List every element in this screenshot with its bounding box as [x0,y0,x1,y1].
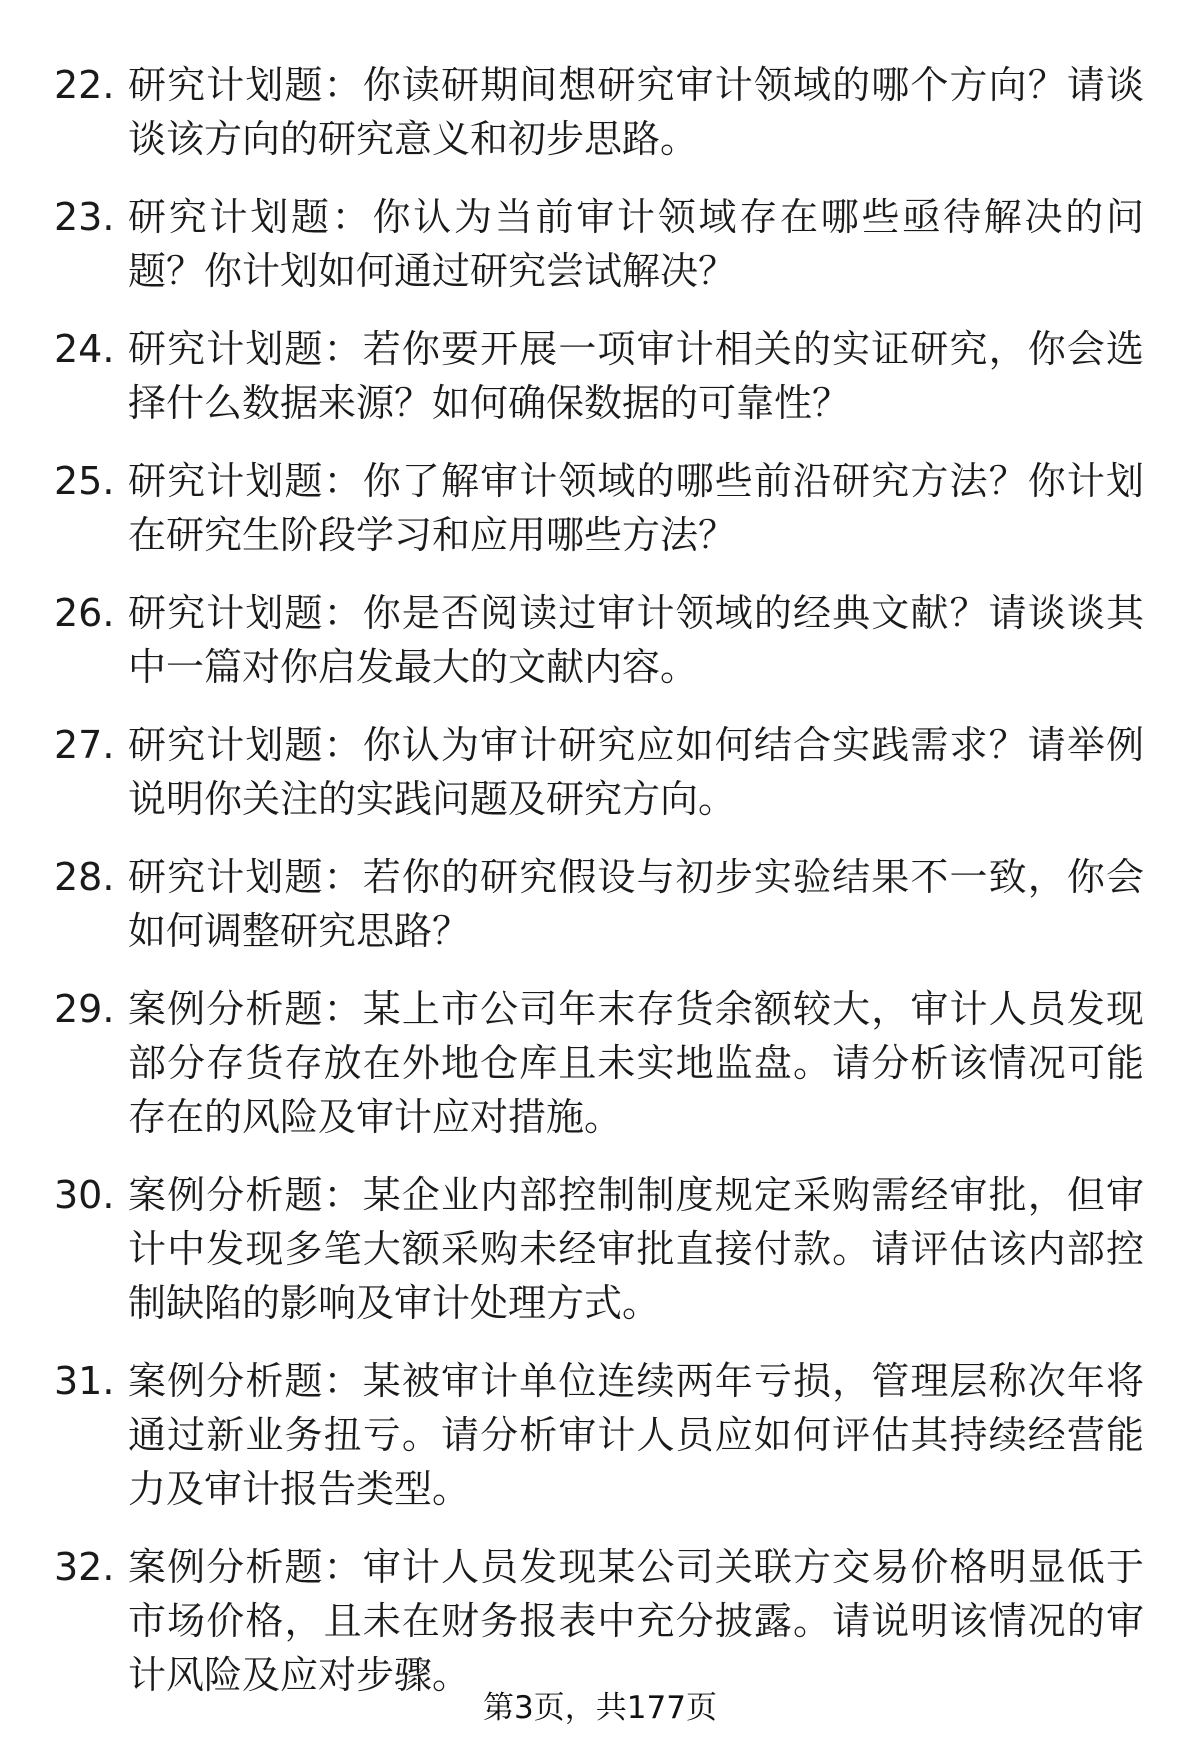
question-number: 31. [54,1359,115,1403]
question-number: 30. [54,1173,115,1217]
question-item-27 [54,718,1144,826]
question-item-23 [54,190,1144,298]
question-text: 案例分析题：审计人员发现某公司关联方交易价格明显低于市场价格，且未在财务报表中充分披露。请说明该情况的审计风险及应对步骤。 [128,1545,1144,1697]
question-number: 26. [54,591,115,635]
question-number: 28. [54,855,115,899]
question-item-30 [54,1168,1144,1330]
question-text: 研究计划题：若你要开展一项审计相关的实证研究，你会选择什么数据来源？如何确保数据的可靠性？ [128,327,1144,425]
question-item-22 [54,58,1144,166]
question-item-25 [54,454,1144,562]
page-number-footer: 第3页，共177页 [483,1690,717,1726]
question-text: 研究计划题：你是否阅读过审计领域的经典文献？请谈谈其中一篇对你启发最大的文献内容。 [128,591,1144,689]
question-text: 研究计划题：你认为当前审计领域存在哪些亟待解决的问题？你计划如何通过研究尝试解决？ [128,195,1144,293]
question-number: 22. [54,63,115,107]
question-item-32 [54,1540,1144,1702]
question-number: 24. [54,327,115,371]
question-list [54,58,1144,1726]
question-number: 32. [54,1545,115,1589]
question-number: 25. [54,459,115,503]
question-item-31 [54,1354,1144,1516]
question-number: 23. [54,195,115,239]
question-text: 研究计划题：你读研期间想研究审计领域的哪个方向？请谈谈该方向的研究意义和初步思路。 [128,63,1144,161]
question-item-29 [54,982,1144,1144]
question-item-26 [54,586,1144,694]
question-item-24 [54,322,1144,430]
question-text: 研究计划题：若你的研究假设与初步实验结果不一致，你会如何调整研究思路？ [128,855,1144,953]
question-text: 案例分析题：某上市公司年末存货余额较大，审计人员发现部分存货存放在外地仓库且未实地监盘。请分析该情况可能存在的风险及审计应对措施。 [128,987,1144,1139]
question-number: 27. [54,723,115,767]
question-text: 案例分析题：某被审计单位连续两年亏损，管理层称次年将通过新业务扭亏。请分析审计人员应如何评估其持续经营能力及审计报告类型。 [128,1359,1144,1511]
question-item-28 [54,850,1144,958]
question-number: 29. [54,987,115,1031]
question-text: 研究计划题：你认为审计研究应如何结合实践需求？请举例说明你关注的实践问题及研究方向。 [128,723,1144,821]
question-text: 研究计划题：你了解审计领域的哪些前沿研究方法？你计划在研究生阶段学习和应用哪些方法？ [128,459,1144,557]
question-text: 案例分析题：某企业内部控制制度规定采购需经审批，但审计中发现多笔大额采购未经审批直接付款。请评估该内部控制缺陷的影响及审计处理方式。 [128,1173,1144,1325]
